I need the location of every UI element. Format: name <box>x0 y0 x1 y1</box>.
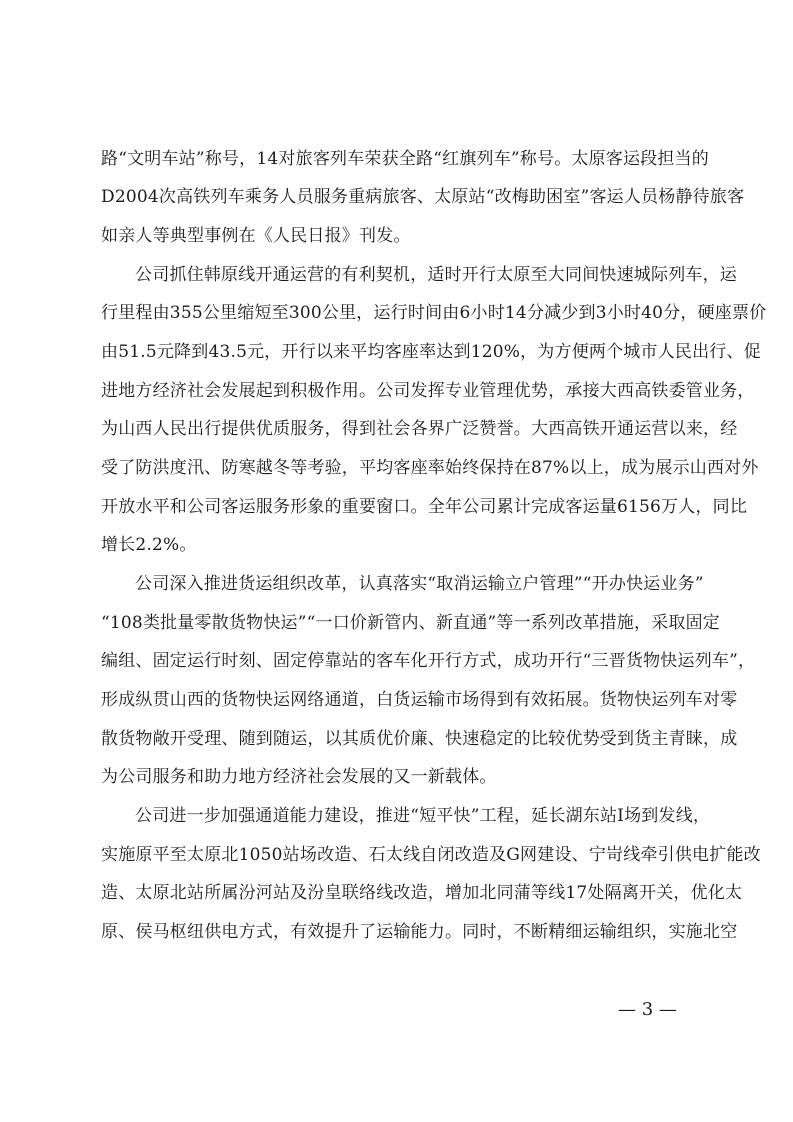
page-number: — 3 — <box>618 999 677 1020</box>
paragraph-2-line-3: 由51.5元降到43.5元，开行以来平均客座率达到120%，为方便两个城市人民出行、促 <box>101 342 761 362</box>
paragraph-3-line-6: 为公司服务和助力地方经济社会发展的又一新载体。 <box>101 767 497 787</box>
paragraph-3-line-5: 散货物敞开受理、随到随运，以其质优价廉、快速稳定的比较优势受到货主青睐，成 <box>101 729 738 749</box>
paragraph-4-line-4: 原、侯马枢纽供电方式，有效提升了运输能力。同时，不断精细运输组织，实施北空 <box>101 922 738 942</box>
paragraph-3-line-1: 公司深入推进货运组织改革，认真落实“取消运输立户管理”“开办快运业务” <box>135 574 704 594</box>
paragraph-4-line-3: 造、太原北站所属汾河站及汾皇联络线改造，增加北同蒲等线17处隔离开关，优化太 <box>101 883 743 903</box>
paragraph-2-line-4: 进地方经济社会发展起到积极作用。公司发挥专业管理优势，承接大西高铁委管业务， <box>101 381 755 401</box>
paragraph-3-line-4: 形成纵贯山西的货物快运网络通道，白货运输市场得到有效拓展。货物快运列车对零 <box>101 690 738 710</box>
paragraph-1-line-3: 如亲人等典型事例在《人民日报》刊发。 <box>101 226 411 246</box>
paragraph-1-line-2: D2004次高铁列车乘务人员服务重病旅客、太原站“改梅助困室”客运人员杨静待旅客 <box>101 187 745 207</box>
paragraph-3-line-3: 编组、固定运行时刻、固定停靠站的客车化开行方式，成功开行“三晋货物快运列车”， <box>101 651 756 671</box>
paragraph-4-line-1: 公司进一步加强通道能力建设，推进“短平快”工程，延长湖东站Ⅰ场到发线， <box>135 806 711 826</box>
paragraph-2-line-5: 为山西人民出行提供优质服务，得到社会各界广泛赞誉。大西高铁开通运营以来，经 <box>101 419 738 439</box>
paragraph-2-line-8: 增长2.2%。 <box>101 535 197 555</box>
paragraph-2-line-6: 受了防洪度汛、防寒越冬等考验，平均客座率始终保持在87%以上，成为展示山西对外 <box>101 458 759 478</box>
paragraph-1-line-1: 路“文明车站”称号，14对旅客列车荣获全路“红旗列车”称号。太原客运段担当的 <box>101 149 709 169</box>
paragraph-2-line-2: 行里程由355公里缩短至300公里，运行时间由6小时14分减少到3小时40分，硬座票价 <box>101 303 767 323</box>
paragraph-2-line-1: 公司抓住韩原线开通运营的有利契机，适时开行太原至大同间快速城际列车，运 <box>135 265 737 285</box>
paragraph-4-line-2: 实施原平至太原北1050站场改造、石太线自闭改造及G网建设、宁岢线牵引供电扩能改 <box>101 845 761 865</box>
paragraph-2-line-7: 开放水平和公司客运服务形象的重要窗口。全年公司累计完成客运量6156万人，同比 <box>101 497 748 517</box>
paragraph-3-line-2: “108类批量零散货物快运”“一口价新管内、新直通”等一系列改革措施，采取固定 <box>101 613 721 633</box>
